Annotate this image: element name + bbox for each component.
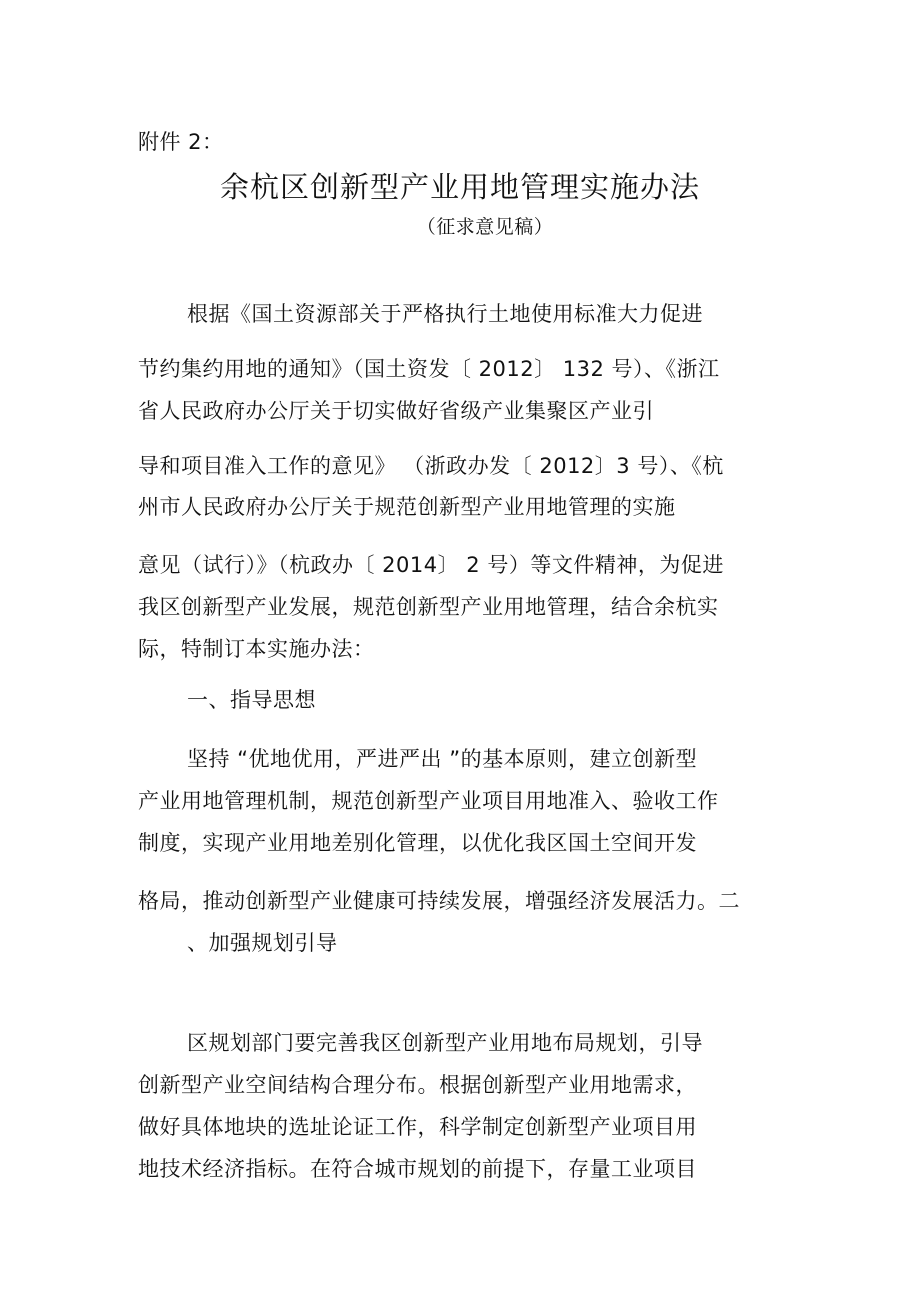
paragraph-line: 格局，推动创新型产业健康可持续发展，增强经济发展活力。二 [138,889,740,913]
paragraph-line: 际，特制订本实施办法： [138,637,375,661]
paragraph-line: 州市人民政府办公厅关于规范创新型产业用地管理的实施 [138,495,676,519]
section-heading: 一、指导思想 [187,688,316,712]
document-title: 余杭区创新型产业用地管理实施办法 [219,170,700,204]
paragraph-line: 我区创新型产业发展，规范创新型产业用地管理，结合余杭实 [138,595,719,619]
paragraph-line: 制度，实现产业用地差别化管理，以优化我区国土空间开发 [138,831,697,855]
paragraph-line: 做好具体地块的选址论证工作，科学制定创新型产业项目用 [138,1115,697,1139]
paragraph-line: 创新型产业空间结构合理分布。根据创新型产业用地需求， [138,1073,697,1097]
document-subtitle: （征求意见稿） [416,216,554,238]
paragraph-line: 节约集约用地的通知》（国土资发〔 2012〕 132 号）、《浙江 [138,357,720,381]
paragraph-line: 导和项目准入工作的意见》 （浙政办发〔 2012〕3 号）、《杭 [138,454,724,478]
paragraph-line: 根据《国土资源部关于严格执行土地使用标准大力促进 [187,302,703,326]
paragraph-line: 意见（试行）》（杭政办〔 2014〕 2 号）等文件精神，为促进 [138,553,724,577]
paragraph-line: 产业用地管理机制，规范创新型产业项目用地准入、验收工作 [138,789,719,813]
attachment-label: 附件 2： [138,130,224,154]
paragraph-line: 区规划部门要完善我区创新型产业用地布局规划，引导 [187,1031,703,1055]
section-heading: 、加强规划引导 [187,931,338,955]
paragraph-line: 地技术经济指标。在符合城市规划的前提下，存量工业项目 [138,1157,697,1181]
paragraph-line: 省人民政府办公厅关于切实做好省级产业集聚区产业引 [138,399,654,423]
paragraph-line: 坚持 “优地优用，严进严出 ”的基本原则，建立创新型 [187,747,698,771]
